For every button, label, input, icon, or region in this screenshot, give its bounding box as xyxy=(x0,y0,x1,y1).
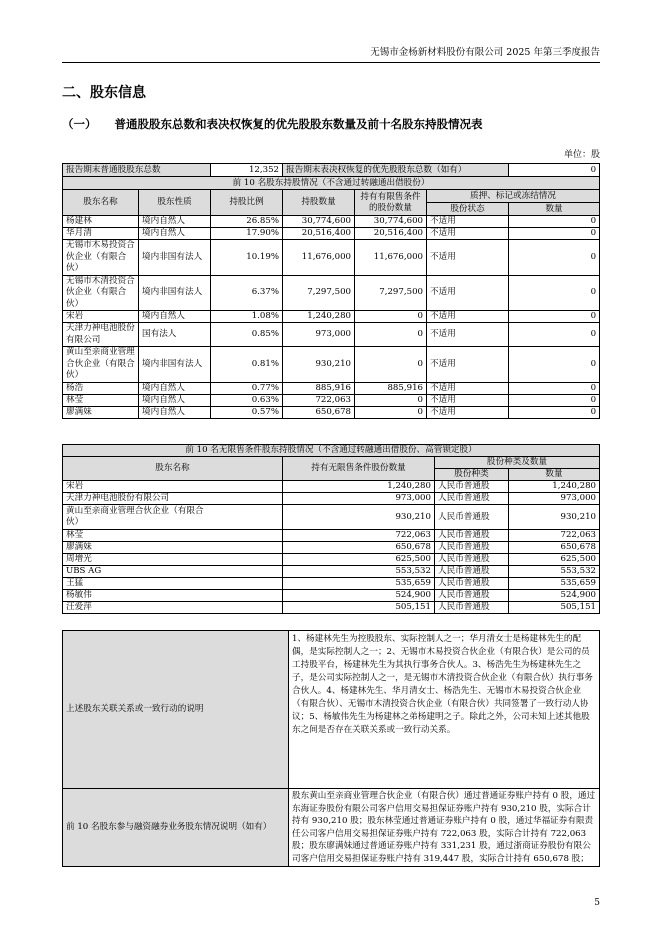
shareholder-name: 无锡市木易投资合伙企业（有限合伙） xyxy=(63,240,139,276)
pledge-count: 0 xyxy=(509,240,600,276)
unrestricted-shareholders-table xyxy=(62,444,600,614)
page-header: 无锡市金杨新材料股份有限公司 2025 年第三季度报告 xyxy=(62,44,600,63)
shareholder-name: 廖满妹 xyxy=(63,406,139,418)
shareholder-name: 汪爱萍 xyxy=(63,602,283,614)
pledge-status: 不适用 xyxy=(427,394,509,406)
shareholder-nature: 境内自然人 xyxy=(139,394,211,406)
table-row xyxy=(63,505,600,530)
shareholder-name: 天津力神电池股份有限公司 xyxy=(63,323,139,347)
pref-holders-label: 报告期末表决权恢复的优先股股东总数（如有） xyxy=(283,164,509,177)
holding-quantity: 1,240,280 xyxy=(283,311,355,323)
unrestricted-quantity: 505,151 xyxy=(283,602,435,614)
page-number: 5 xyxy=(594,898,600,908)
share-count: 505,151 xyxy=(509,602,600,614)
pledge-count: 0 xyxy=(509,216,600,228)
table-row xyxy=(63,240,600,276)
pledge-count: 0 xyxy=(509,275,600,311)
restricted-quantity: 885,916 xyxy=(355,382,427,394)
table-row xyxy=(63,481,600,493)
share-count: 524,900 xyxy=(509,590,600,602)
unrestricted-quantity: 625,500 xyxy=(283,554,435,566)
shareholder-name: 杨敏伟 xyxy=(63,590,283,602)
col-ratio: 持股比例 xyxy=(211,190,283,216)
table-row xyxy=(63,216,600,228)
holding-quantity: 930,210 xyxy=(283,347,355,383)
pledge-status: 不适用 xyxy=(427,240,509,276)
col-restricted: 持有有限售条件的股份数量 xyxy=(355,190,427,216)
col-name: 股东名称 xyxy=(63,190,139,216)
pledge-status: 不适用 xyxy=(427,275,509,311)
share-type: 人民币普通股 xyxy=(435,530,509,542)
restricted-quantity: 30,774,600 xyxy=(355,216,427,228)
table-row xyxy=(63,554,600,566)
pledge-status: 不适用 xyxy=(427,347,509,383)
table-row xyxy=(63,566,600,578)
share-type: 人民币普通股 xyxy=(435,542,509,554)
pledge-count: 0 xyxy=(509,394,600,406)
notes-table xyxy=(62,630,600,867)
pledge-count: 0 xyxy=(509,406,600,418)
section-title: 二、股东信息 xyxy=(62,85,146,101)
common-holders-label: 报告期末普通股股东总数 xyxy=(63,164,211,177)
shareholder-nature: 境内自然人 xyxy=(139,216,211,228)
shareholder-nature: 国有法人 xyxy=(139,323,211,347)
pledge-count: 0 xyxy=(509,323,600,347)
pledge-status: 不适用 xyxy=(427,311,509,323)
shareholder-name: 廖满妹 xyxy=(63,542,283,554)
table-row xyxy=(63,590,600,602)
share-count: 650,678 xyxy=(509,542,600,554)
table-row xyxy=(63,275,600,311)
table-row xyxy=(63,323,600,347)
holding-quantity: 973,000 xyxy=(283,323,355,347)
share-count: 1,240,280 xyxy=(509,481,600,493)
shareholder-name: 杨浩 xyxy=(63,382,139,394)
summary-row xyxy=(63,164,600,177)
unrestricted-quantity: 650,678 xyxy=(283,542,435,554)
table-row xyxy=(63,394,600,406)
shareholder-nature: 境内非国有法人 xyxy=(139,240,211,276)
col-pledge: 质押、标记或冻结情况 xyxy=(427,190,600,203)
table-row xyxy=(63,311,600,323)
holding-ratio: 26.85% xyxy=(211,216,283,228)
holding-quantity: 30,774,600 xyxy=(283,216,355,228)
unrestricted-title: 前 10 名无限售条件股东持股情况（不含通过转融通出借股份、高管锁定股） xyxy=(63,445,600,457)
holding-ratio: 6.37% xyxy=(211,275,283,311)
holding-ratio: 0.63% xyxy=(211,394,283,406)
share-type: 人民币普通股 xyxy=(435,566,509,578)
share-type: 人民币普通股 xyxy=(435,578,509,590)
unrestricted-quantity: 973,000 xyxy=(283,493,435,505)
col-u-name: 股东名称 xyxy=(63,457,283,481)
common-holders-value: 12,352 xyxy=(211,164,283,177)
margin-label: 前 10 名股东参与融资融券业务股东情况说明（如有） xyxy=(63,789,289,867)
unrestricted-quantity: 722,063 xyxy=(283,530,435,542)
top10-shareholders-table xyxy=(62,163,600,419)
shareholder-name: 黄山至亲商业管理合伙企业（有限合伙） xyxy=(63,347,139,383)
holding-quantity: 11,676,000 xyxy=(283,240,355,276)
holding-ratio: 0.57% xyxy=(211,406,283,418)
shareholder-name: 天津力神电池股份有限公司 xyxy=(63,493,283,505)
restricted-quantity: 0 xyxy=(355,394,427,406)
top10-title: 前 10 名股东持股情况（不含通过转融通出借股份） xyxy=(63,177,600,190)
restricted-quantity: 0 xyxy=(355,406,427,418)
col-u-type: 股份种类 xyxy=(435,469,509,481)
share-count: 553,532 xyxy=(509,566,600,578)
share-type: 人民币普通股 xyxy=(435,590,509,602)
holding-ratio: 17.90% xyxy=(211,228,283,240)
shareholder-name: 周增光 xyxy=(63,554,283,566)
holding-ratio: 0.81% xyxy=(211,347,283,383)
share-count: 722,063 xyxy=(509,530,600,542)
restricted-quantity: 7,297,500 xyxy=(355,275,427,311)
share-count: 973,000 xyxy=(509,493,600,505)
margin-text: 股东黄山至亲商业管理合伙企业（有限合伙）通过普通证券账户持有 0 股，通过东海证券股份有限公司客户信用交易担保证券账户持有 930,210 股，实际合计持有 930,210 股；股东林莹通过普通证券账户持有 0 股，通过华福证券有限责任公司客户信用交易担保证券账户持有 722,063 股，实际合计持有 722,063 股；股东廖满妹通过普通证券账户持有 331,231 股，通过浙商证券股份有限公司客户信用交易担保证券账户持有 319,447 股，实际合计持有 650,678 股； xyxy=(289,789,600,867)
share-count: 625,500 xyxy=(509,554,600,566)
shareholder-name: UBS AG xyxy=(63,566,283,578)
shareholder-nature: 境内非国有法人 xyxy=(139,347,211,383)
related-label: 上述股东关联关系或一致行动的说明 xyxy=(63,631,289,789)
restricted-quantity: 0 xyxy=(355,347,427,383)
shareholder-name: 宋岩 xyxy=(63,481,283,493)
table-row xyxy=(63,530,600,542)
unrestricted-quantity: 1,240,280 xyxy=(283,481,435,493)
holding-quantity: 885,916 xyxy=(283,382,355,394)
col-u-qty: 持有无限售条件股份数量 xyxy=(283,457,435,481)
share-count: 535,659 xyxy=(509,578,600,590)
unrestricted-quantity: 930,210 xyxy=(283,505,435,530)
pledge-status: 不适用 xyxy=(427,228,509,240)
shareholder-name: 华月清 xyxy=(63,228,139,240)
pledge-count: 0 xyxy=(509,311,600,323)
unit-label: 单位：股 xyxy=(563,150,600,160)
unrestricted-quantity: 553,532 xyxy=(283,566,435,578)
shareholder-nature: 境内非国有法人 xyxy=(139,275,211,311)
pledge-status: 不适用 xyxy=(427,406,509,418)
restricted-quantity: 20,516,400 xyxy=(355,228,427,240)
subsection-title xyxy=(62,116,483,132)
shareholder-nature: 境内自然人 xyxy=(139,311,211,323)
shareholder-name: 黄山至亲商业管理合伙企业（有限合伙） xyxy=(63,505,283,530)
shareholder-name: 杨建林 xyxy=(63,216,139,228)
holding-quantity: 722,063 xyxy=(283,394,355,406)
table-row xyxy=(63,602,600,614)
share-type: 人民币普通股 xyxy=(435,493,509,505)
restricted-quantity: 0 xyxy=(355,323,427,347)
table-row xyxy=(63,228,600,240)
pledge-status: 不适用 xyxy=(427,323,509,347)
unrestricted-quantity: 524,900 xyxy=(283,590,435,602)
shareholder-nature: 境内自然人 xyxy=(139,382,211,394)
shareholder-name: 无锡市木清投资合伙企业（有限合伙） xyxy=(63,275,139,311)
shareholder-name: 林莹 xyxy=(63,530,283,542)
holding-ratio: 10.19% xyxy=(211,240,283,276)
table-row xyxy=(63,578,600,590)
share-type: 人民币普通股 xyxy=(435,602,509,614)
holding-quantity: 7,297,500 xyxy=(283,275,355,311)
table-row xyxy=(63,347,600,383)
table-row xyxy=(63,382,600,394)
subsection-number: （一） xyxy=(62,117,97,131)
shareholder-name: 宋岩 xyxy=(63,311,139,323)
col-u-type-group: 股份种类及数量 xyxy=(435,457,600,469)
holding-quantity: 650,678 xyxy=(283,406,355,418)
col-status: 股份状态 xyxy=(427,203,509,216)
shareholder-name: 林莹 xyxy=(63,394,139,406)
shareholder-nature: 境内自然人 xyxy=(139,228,211,240)
col-nature: 股东性质 xyxy=(139,190,211,216)
share-type: 人民币普通股 xyxy=(435,481,509,493)
related-text: 1、杨建林先生为控股股东、实际控制人之一；华月清女士是杨建林先生的配偶，是实际控制人之一；2、无锡市木易投资合伙企业（有限合伙）是公司的员工持股平台，杨建林先生为其执行事务合伙人。3、杨浩先生为杨建林先生之子，是公司实际控制人之一，是无锡市木清投资合伙企业（有限合伙）执行事务合伙人。4、杨建林先生、华月清女士、杨浩先生、无锡市木易投资合伙企业（有限合伙）、无锡市木清投资合伙企业（有限合伙）共同签署了一致行动人协议；5、杨敏伟先生为杨建林之弟杨建明之子。除此之外，公司未知上述其他股东之间是否存在关联关系或一致行动关系。 xyxy=(289,631,600,789)
table-row xyxy=(63,542,600,554)
restricted-quantity: 11,676,000 xyxy=(355,240,427,276)
share-count: 930,210 xyxy=(509,505,600,530)
restricted-quantity: 0 xyxy=(355,311,427,323)
table-row xyxy=(63,493,600,505)
pref-holders-value: 0 xyxy=(509,164,600,177)
table-row xyxy=(63,406,600,418)
shareholder-name: 王猛 xyxy=(63,578,283,590)
pledge-status: 不适用 xyxy=(427,216,509,228)
share-type: 人民币普通股 xyxy=(435,554,509,566)
col-count: 数量 xyxy=(509,203,600,216)
pledge-count: 0 xyxy=(509,228,600,240)
holding-ratio: 1.08% xyxy=(211,311,283,323)
pledge-count: 0 xyxy=(509,382,600,394)
pledge-status: 不适用 xyxy=(427,382,509,394)
holding-quantity: 20,516,400 xyxy=(283,228,355,240)
pledge-count: 0 xyxy=(509,347,600,383)
shareholder-nature: 境内自然人 xyxy=(139,406,211,418)
col-qty: 持股数量 xyxy=(283,190,355,216)
holding-ratio: 0.85% xyxy=(211,323,283,347)
share-type: 人民币普通股 xyxy=(435,505,509,530)
holding-ratio: 0.77% xyxy=(211,382,283,394)
col-u-count: 数量 xyxy=(509,469,600,481)
subsection-text: 普通股股东总数和表决权恢复的优先股股东数量及前十名股东持股情况表 xyxy=(114,117,483,131)
unrestricted-quantity: 535,659 xyxy=(283,578,435,590)
